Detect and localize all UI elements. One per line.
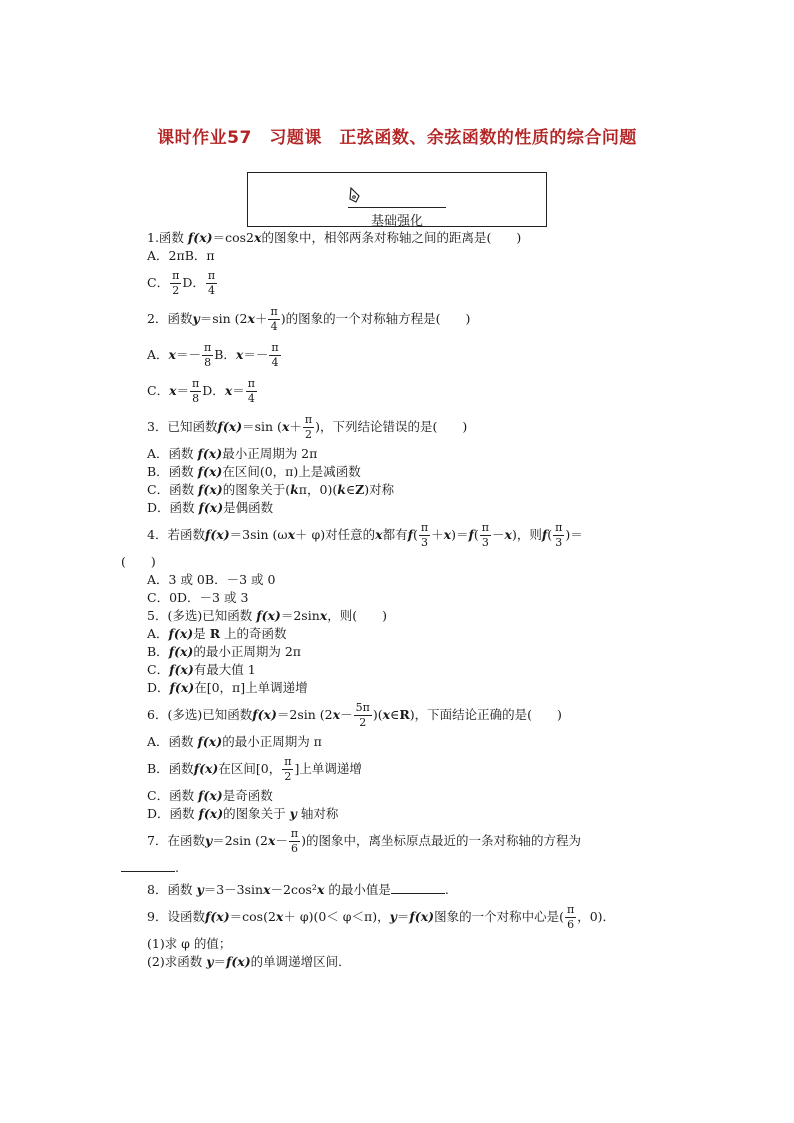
fraction: $\frac{\pi}{2}$: [284, 754, 292, 783]
q7-stem: 7．在函数 y ＝2sin (2 x － $\frac{\pi}{6}$ )的图象中，离坐标原点最近的一条对称轴的方程为: [147, 826, 582, 855]
fraction: $\frac{5\pi}{2}$: [355, 700, 370, 729]
fraction: $\frac{\pi}{2}$: [304, 412, 313, 441]
q5-option-b: B．f(x)的最小正周期为 2π: [147, 644, 302, 659]
q6-option-d: D．函数 f(x)的图象关于 y 轴对称: [147, 806, 339, 821]
answer-blank[interactable]: [391, 881, 445, 894]
section-header-box: [247, 172, 547, 227]
q7-answer-line: .: [121, 859, 677, 877]
q8-stem: 8．函数 y＝3－3sinx－2cos²x 的最小值是 .: [147, 882, 449, 897]
question-list: [121, 229, 677, 971]
q5-stem: 5．(多选)已知函数 f(x)＝2sinx，则( ): [147, 608, 387, 623]
q1-option-b: B．π: [184, 248, 215, 263]
q1-stem: 1.函数 f(x)＝cos2x的图象中，相邻两条对称轴之间的距离是( ): [147, 230, 522, 245]
q6-stem: 6．(多选)已知函数 f(x) ＝2sin (2 x － $\frac{5\pi}{2}$ )( x ∈ R )，下面结论正确的是( ): [147, 700, 562, 729]
q6-option-b: B．函数 f(x) 在区间[0， $\frac{\pi}{2}$ ]上单调递增: [147, 754, 362, 783]
answer-blank[interactable]: [121, 859, 175, 872]
q1-option-c: C．: [147, 275, 170, 290]
q2-options-cd: C． x ＝ $\frac{\pi}{8}$ D． x ＝ $\frac{\pi}{4}$: [147, 376, 256, 405]
q2-options-ab: A． x ＝－ $\frac{\pi}{8}$ B． x ＝－ $\frac{\pi}{4}$: [147, 340, 279, 369]
fraction: $\frac{\pi}{4}$: [271, 340, 279, 369]
q4-options-ab: A．3 或 0B．－3 或 0: [147, 572, 276, 587]
q6-option-a: A．函数 f(x)的最小正周期为 π: [147, 734, 322, 749]
section-label: 基础强化: [370, 214, 423, 229]
q3-option-c: C．函数 f(x)的图象关于(kπ，0)(k∈Z)对称: [147, 482, 395, 497]
fraction: $\frac{\pi}{4}$: [247, 376, 256, 405]
q1-option-d: D．: [182, 275, 205, 290]
fraction: $\frac{\pi}{6}$: [566, 902, 575, 931]
q5-option-a: A．f(x)是 R 上的奇函数: [147, 626, 287, 641]
fraction: $\frac{\pi}{2}$: [172, 268, 180, 297]
section-underline: [348, 207, 446, 208]
q9-stem: 9．设函数 f(x) ＝cos(2 x ＋ φ)(0＜ φ＜π)， y ＝ f(x) 图象的一个对称中心是( $\frac{\pi}{6}$ ，0)．: [147, 902, 616, 931]
fraction: $\frac{\pi}{3}$: [481, 520, 490, 549]
fraction: $\frac{\pi}{8}$: [192, 376, 200, 405]
q5-option-c: C．f(x)有最大值 1: [147, 662, 256, 677]
q3-stem: 3．已知函数 f(x) ＝sin ( x ＋ $\frac{\pi}{2}$ )，下列结论错误的是( ): [147, 412, 468, 441]
fraction: $\frac{\pi}{4}$: [270, 304, 278, 333]
fraction: $\frac{\pi}{3}$: [555, 520, 563, 549]
fraction: $\frac{\pi}{3}$: [420, 520, 429, 549]
q6-option-c: C．函数 f(x)是奇函数: [147, 788, 273, 803]
q3-option-a: A．函数 f(x)最小正周期为 2π: [147, 446, 318, 461]
q2-stem: 2．函数 y ＝sin (2 x ＋ $\frac{\pi}{4}$ )的图象的一个对称轴方程是( ): [147, 304, 471, 333]
q4-stem: 4．若函数 f(x) ＝3sin (ω x ＋ φ)对任意的 x 都有 f ( $\frac{\pi}{3}$ ＋ x )＝ f ( $\frac{\pi}{3}$ － x )，则 f ( $\frac{\pi}{3}$ )＝: [147, 520, 583, 549]
fraction: $\frac{\pi}{8}$: [204, 340, 212, 369]
q4-answer-paren: ( ): [121, 554, 156, 569]
q3-option-d: D．函数 f(x)是偶函数: [147, 500, 274, 515]
q1-options-ab: [147, 247, 677, 265]
pen-nib-icon: [348, 187, 362, 203]
page-title: 课时作业57 习题课 正弦函数、余弦函数的性质的综合问题: [157, 128, 637, 148]
q9-sub-1: (1)求 φ 的值；: [147, 936, 232, 951]
q3-option-b: B．函数 f(x)在区间(0，π)上是减函数: [147, 464, 361, 479]
q5-option-d: D．f(x)在[0，π]上单调递增: [147, 680, 308, 695]
q9-sub-2: (2)求函数 y＝f(x)的单调递增区间．: [147, 954, 351, 969]
q1-options-cd: [147, 265, 677, 301]
fraction: $\frac{\pi}{4}$: [207, 268, 216, 297]
q4-options-cd: C．0D．－3 或 3: [147, 590, 249, 605]
fraction: $\frac{\pi}{6}$: [290, 826, 299, 855]
q1-option-a: A．2π: [147, 248, 185, 263]
